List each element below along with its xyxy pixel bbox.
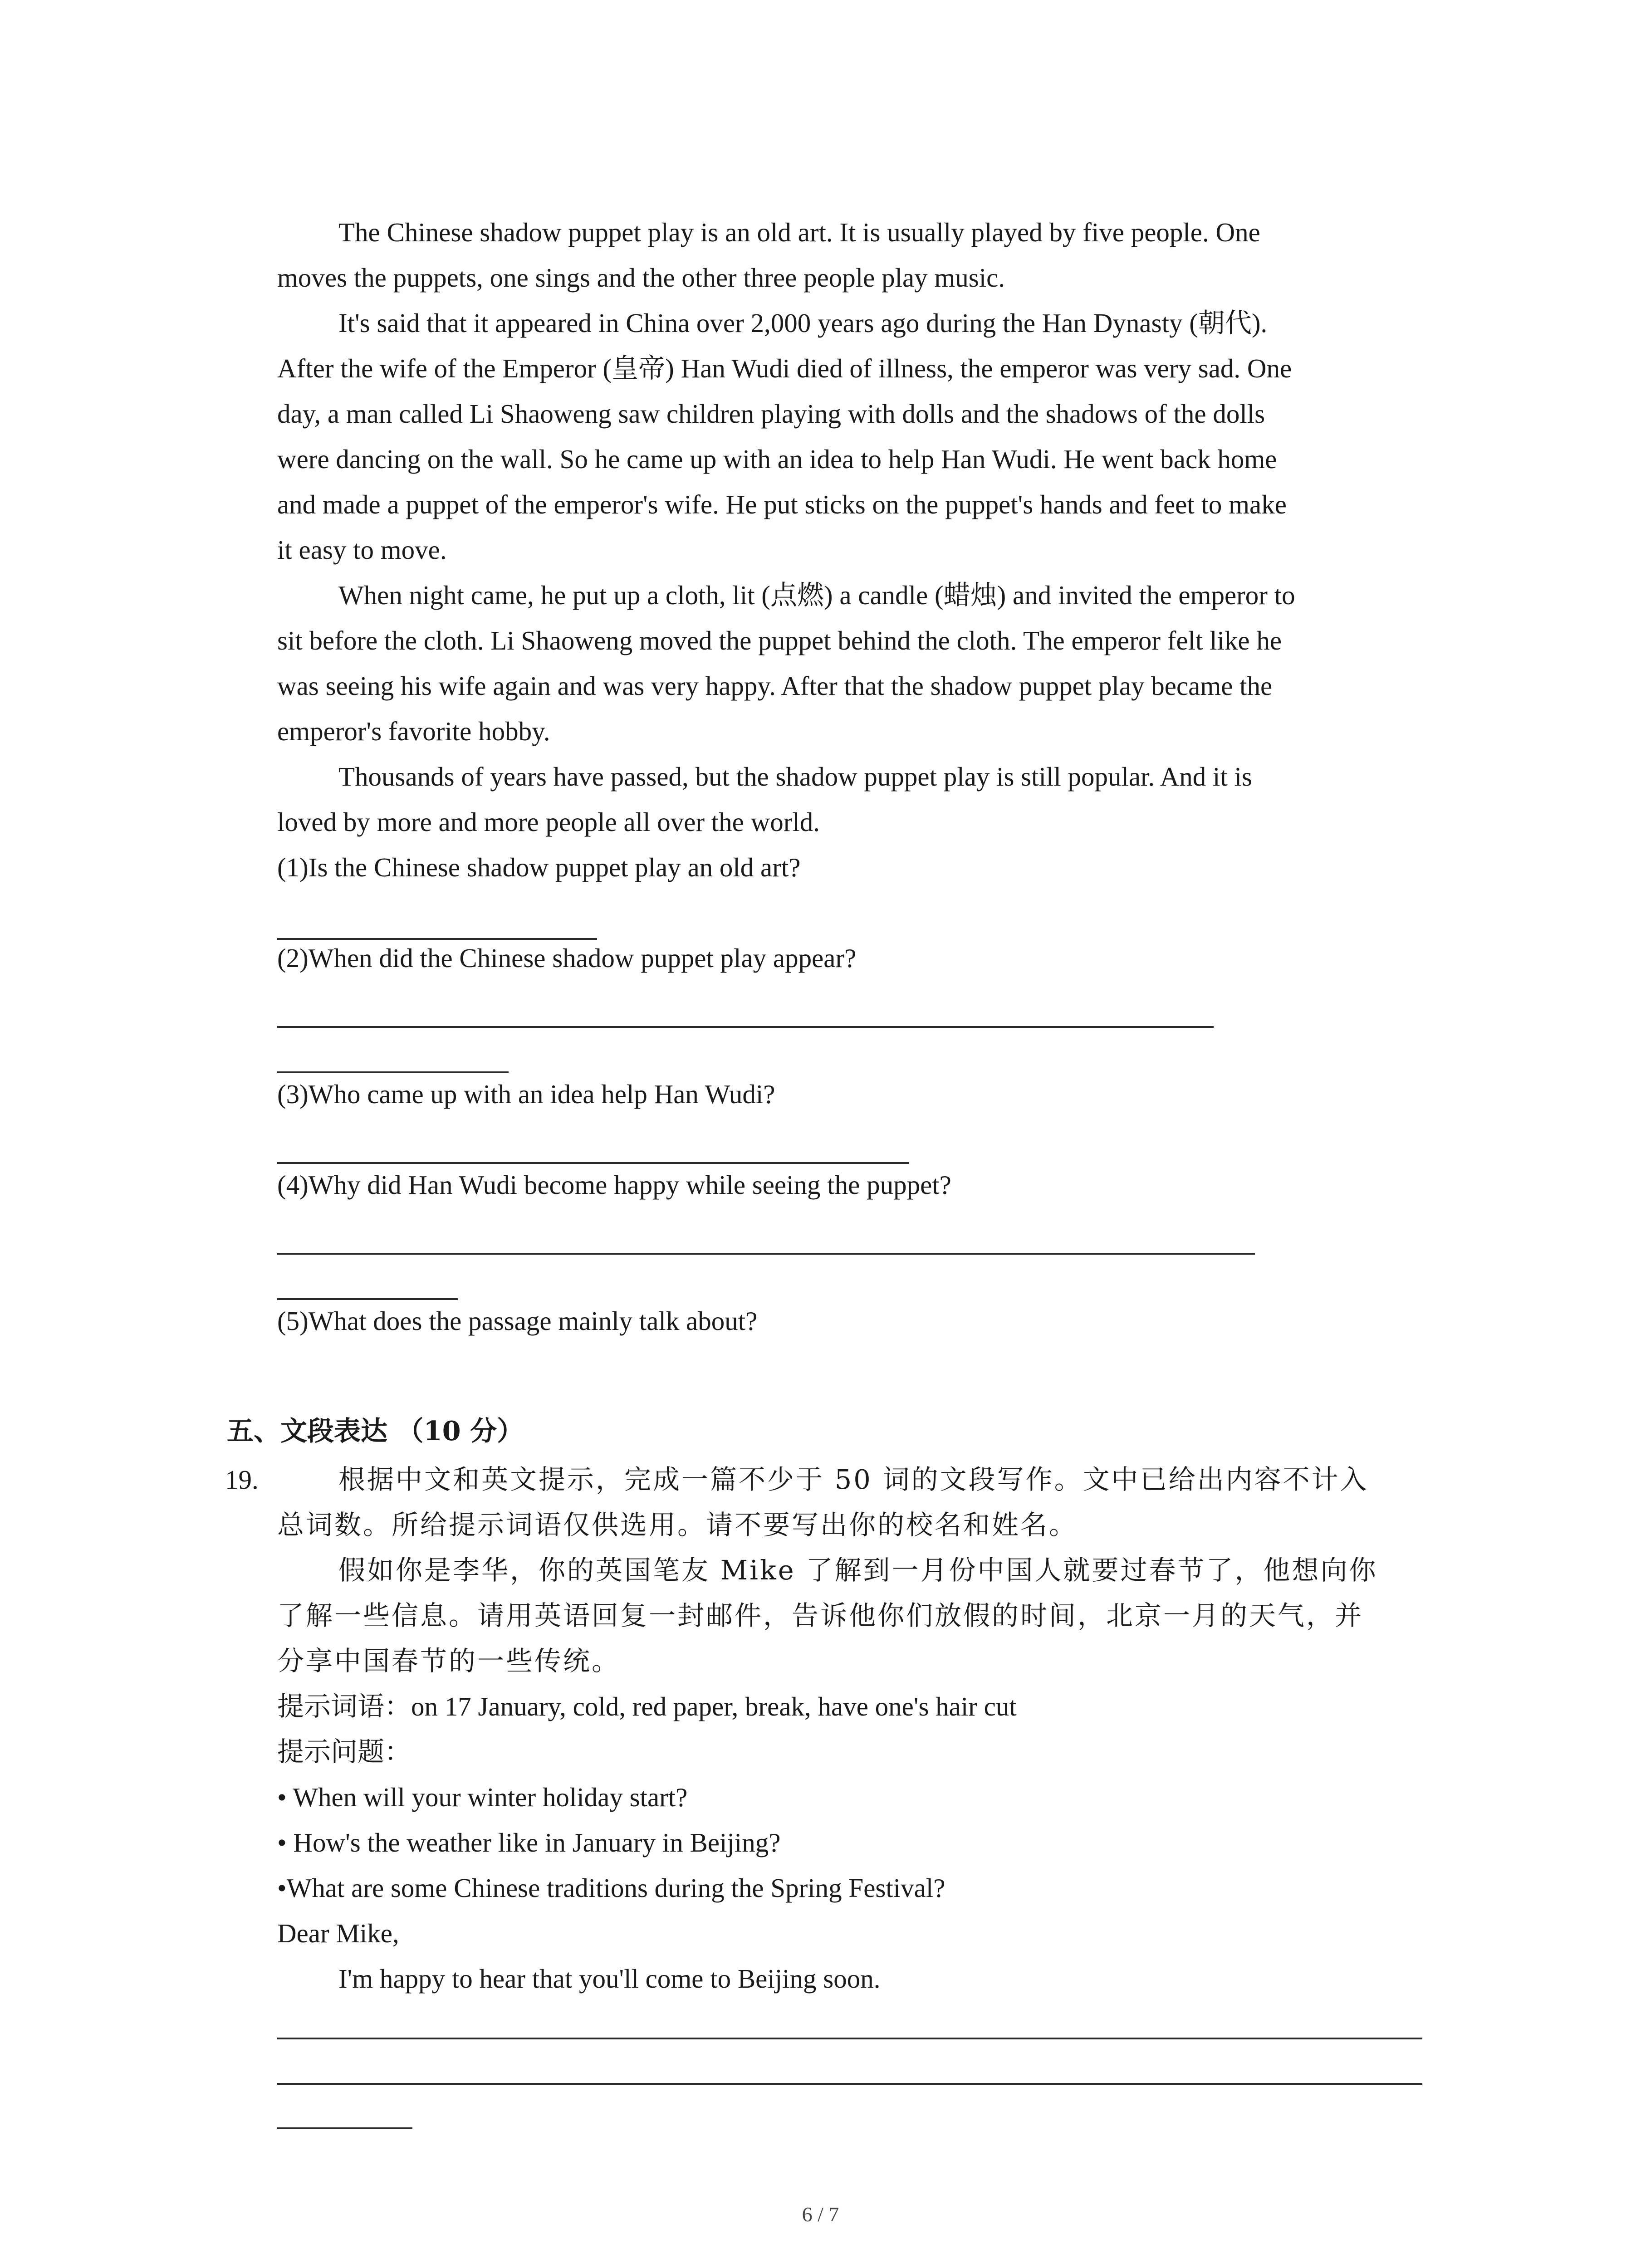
passage-line: day, a man called Li Shaoweng saw children playing with dolls and the shadows of the dolls bbox=[277, 399, 1265, 429]
writing-line-2[interactable] bbox=[277, 2083, 1422, 2085]
page-number: 6 / 7 bbox=[802, 2203, 839, 2226]
passage-line: sit before the cloth. Li Shaoweng moved the puppet behind the cloth. The emperor felt like he bbox=[277, 626, 1282, 655]
hint-words-text: on 17 January, cold, red paper, break, have one's hair cut bbox=[411, 1691, 1017, 1721]
passage-line: it easy to move. bbox=[277, 535, 447, 565]
passage-line: was seeing his wife again and was very happy. After that the shadow puppet play became the bbox=[277, 671, 1273, 701]
question-5: (5)What does the passage mainly talk about? bbox=[277, 1306, 758, 1336]
passage-line: The Chinese shadow puppet play is an old art. It is usually played by five people. One bbox=[338, 217, 1260, 247]
passage-line: emperor's favorite hobby. bbox=[277, 716, 550, 746]
writing-line-3[interactable] bbox=[277, 2127, 412, 2129]
scenario-line: 分享中国春节的一些传统。 bbox=[277, 1645, 621, 1677]
passage-line: When night came, he put up a cloth, lit (点燃) a candle (蜡烛) and invited the emperor to bbox=[338, 580, 1295, 610]
question-4: (4)Why did Han Wudi become happy while seeing the puppet? bbox=[277, 1170, 951, 1200]
section-heading: 五、文段表达 （10 分） bbox=[227, 1415, 524, 1447]
question-number: 19. bbox=[225, 1465, 259, 1495]
letter-opening: I'm happy to hear that you'll come to Beijing soon. bbox=[338, 1964, 881, 1994]
passage-line: After the wife of the Emperor (皇帝) Han Wudi died of illness, the emperor was very sad. One bbox=[277, 353, 1292, 383]
passage-line: and made a puppet of the emperor's wife. He put sticks on the puppet's hands and feet to make bbox=[277, 489, 1287, 519]
question-2: (2)When did the Chinese shadow puppet play appear? bbox=[277, 943, 857, 973]
question-3: (3)Who came up with an idea help Han Wudi? bbox=[277, 1079, 775, 1109]
writing-line-1[interactable] bbox=[277, 2038, 1422, 2039]
hint-words-label: 提示词语： bbox=[277, 1691, 411, 1722]
answer-line-4a[interactable] bbox=[277, 1253, 1255, 1255]
instruction-line: 根据中文和英文提示，完成一篇不少于 50 词的文段写作。文中已给出内容不计入 bbox=[338, 1464, 1369, 1495]
passage-line: loved by more and more people all over the world. bbox=[277, 807, 820, 837]
hint-question: • How's the weather like in January in Beijing? bbox=[277, 1828, 781, 1857]
letter-greeting: Dear Mike, bbox=[277, 1918, 399, 1948]
instruction-line: 总词数。所给提示词语仅供选用。请不要写出你的校名和姓名。 bbox=[277, 1509, 1078, 1540]
scenario-line: 了解一些信息。请用英语回复一封邮件，告诉他你们放假的时间，北京一月的天气，并 bbox=[277, 1600, 1364, 1631]
passage-line: It's said that it appeared in China over 2,000 years ago during the Han Dynasty (朝代). bbox=[338, 308, 1268, 338]
hint-words bbox=[277, 1684, 1017, 1729]
answer-line-2a[interactable] bbox=[277, 1026, 1214, 1028]
hint-question: • When will your winter holiday start? bbox=[277, 1782, 688, 1812]
hint-question: •What are some Chinese traditions during the Spring Festival? bbox=[277, 1873, 945, 1903]
scenario-line: 假如你是李华，你的英国笔友 Mike 了解到一月份中国人就要过春节了，他想向你 bbox=[338, 1554, 1378, 1586]
question-1: (1)Is the Chinese shadow puppet play an old art? bbox=[277, 852, 801, 882]
hint-questions-label: 提示问题： bbox=[277, 1736, 411, 1767]
passage-line: Thousands of years have passed, but the shadow puppet play is still popular. And it is bbox=[338, 762, 1252, 792]
passage-line: moves the puppets, one sings and the other three people play music. bbox=[277, 263, 1005, 293]
passage-line: were dancing on the wall. So he came up with an idea to help Han Wudi. He went back home bbox=[277, 444, 1277, 474]
